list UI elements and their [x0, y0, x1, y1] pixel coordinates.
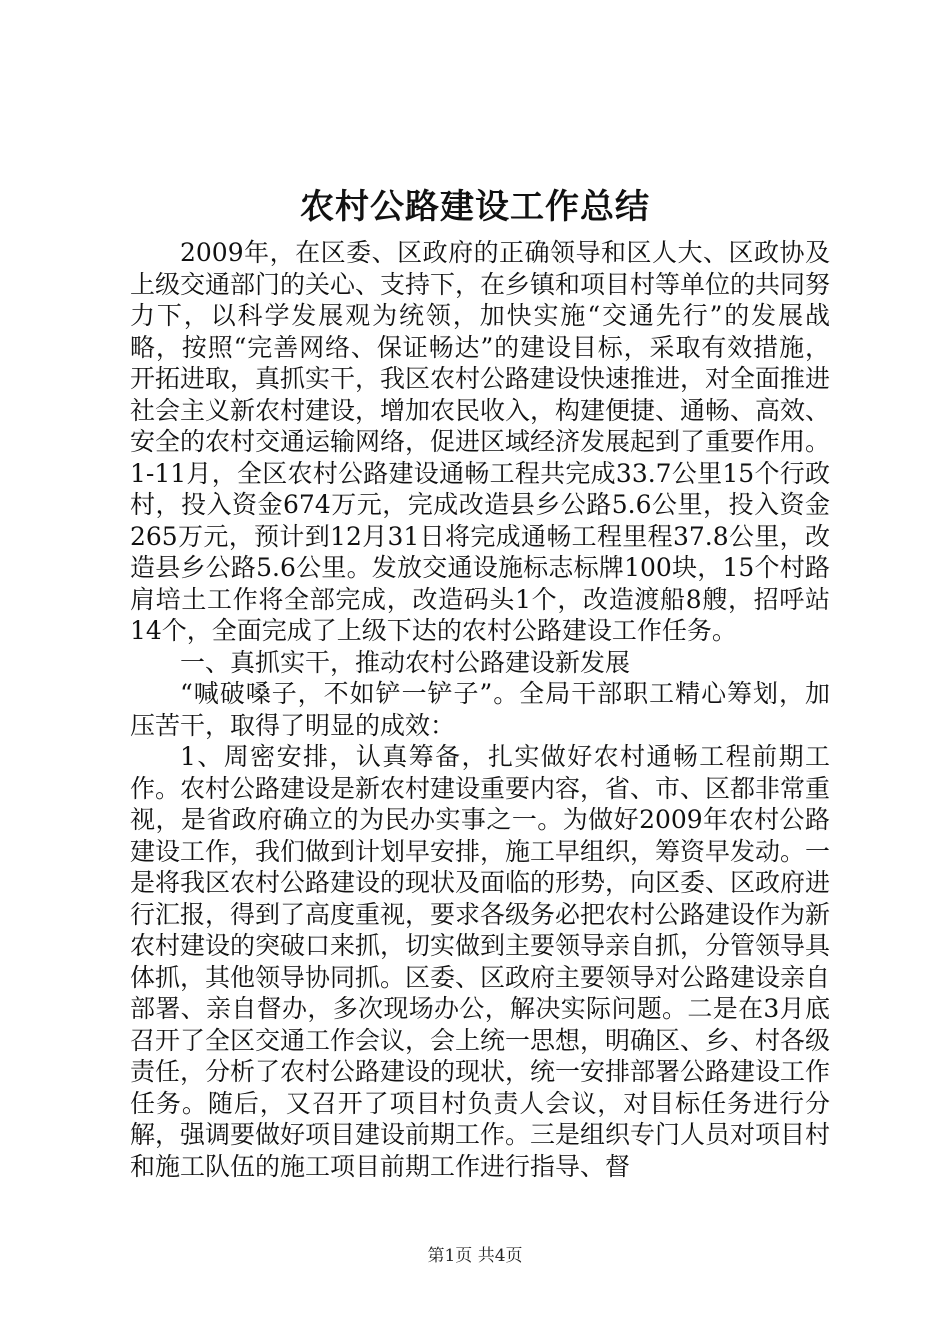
document-body	[130, 237, 830, 1182]
paragraph-item-1: 1、周密安排，认真筹备，扎实做好农村通畅工程前期工作。农村公路建设是新农村建设重要内容，省、市、区都非常重视，是省政府确立的为民办实事之一。为做好2009年农村公路建设工作，我们做到计划早安排，施工早组织，筹资早发动。一是将我区农村公路建设的现状及面临的形势，向区委、区政府进行汇报，得到了高度重视，要求各级务必把农村公路建设作为新农村建设的突破口来抓，切实做到主要领导亲自抓，分管领导具体抓，其他领导协同抓。区委、区政府主要领导对公路建设亲自部署、亲自督办，多次现场办公，解决实际问题。二是在3月底召开了全区交通工作会议，会上统一思想，明确区、乡、村各级责任，分析了农村公路建设的现状，统一安排部署公路建设工作任务。随后，又召开了项目村负责人会议，对目标任务进行分解，强调要做好项目建设前期工作。三是组织专门人员对项目村和施工队伍的施工项目前期工作进行指导、督	[130, 742, 831, 1181]
section-heading-1: 一、真抓实干，推动农村公路建设新发展	[180, 647, 631, 677]
page-number-footer: 第1页 共4页	[427, 1246, 523, 1266]
document-title: 农村公路建设工作总结	[300, 187, 650, 227]
paragraph-quote: “喊破嗓子，不如铲一铲子”。全局干部职工精心筹划，加压苦干，取得了明显的成效：	[130, 679, 830, 740]
paragraph-summary: 2009年，在区委、区政府的正确领导和区人大、区政协及上级交通部门的关心、支持下，在乡镇和项目村等单位的共同努力下，以科学发展观为统领，加快实施“交通先行”的发展战略，按照“完善网络、保证畅达”的建设目标，采取有效措施，开拓进取，真抓实干，我区农村公路建设快速推进，对全面推进社会主义新农村建设，增加农民收入，构建便捷、通畅、高效、安全的农村交通运输网络，促进区域经济发展起到了重要作用。1-11月，全区农村公路建设通畅工程共完成33.7公里15个行政村，投入资金674万元，完成改造县乡公路5.6公里，投入资金265万元，预计到12月31日将完成通畅工程里程37.8公里，改造县乡公路5.6公里。发放交通设施标志标牌100块，15个村路肩培土工作将全部完成，改造码头1个，改造渡船8艘，招呼站14个，全面完成了上级下达的农村公路建设工作任务。	[130, 238, 831, 645]
